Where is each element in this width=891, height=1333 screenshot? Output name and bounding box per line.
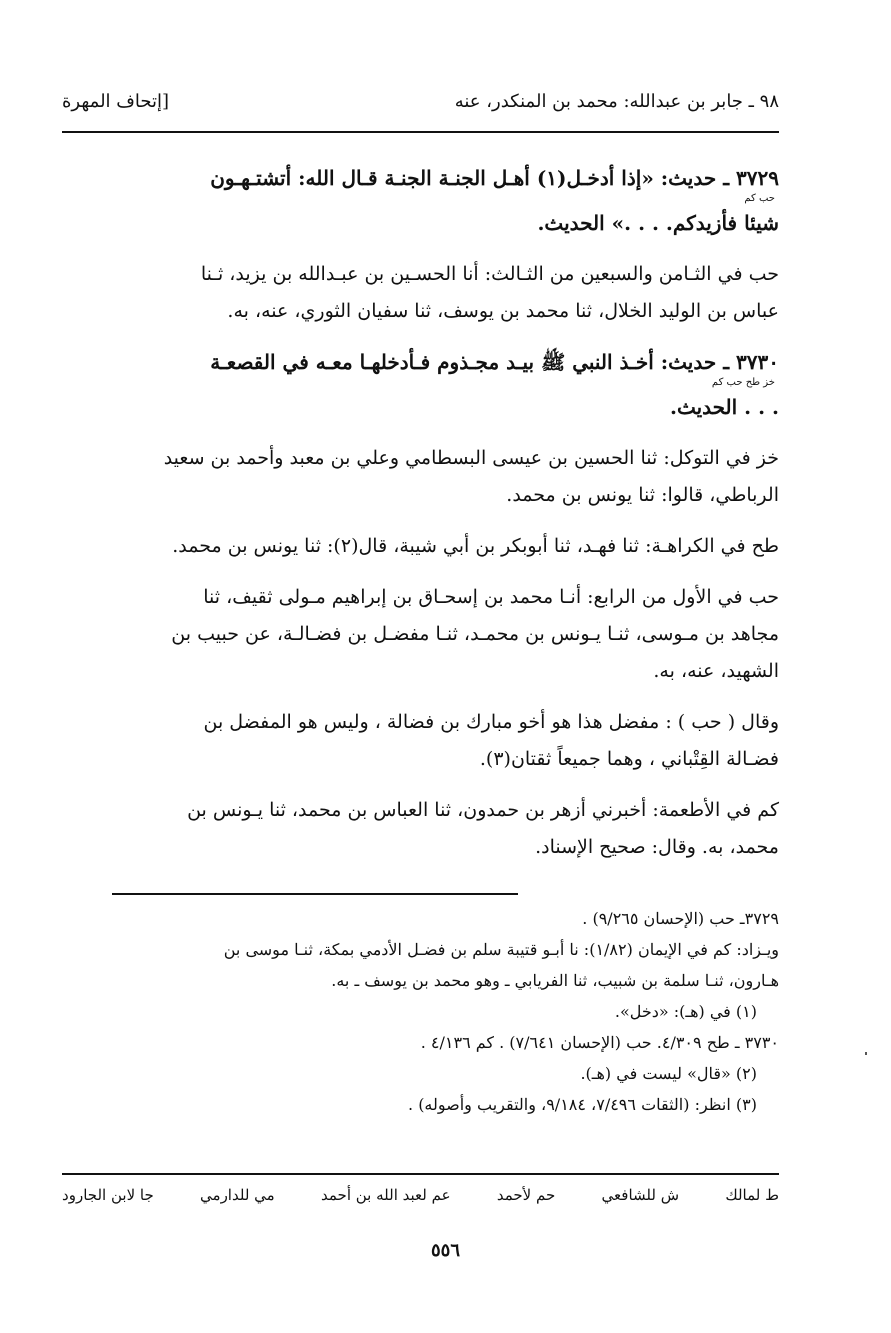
footnote-line: (٣) انظر: (الثقات ٧/٤٩٦، ٩/١٨٤، والتقريب وأصوله) . [408, 1095, 757, 1114]
hadith-3730-line: ٣٧٣٠ ـ حديث: أخـذ النبي ﷺ بيـد مجـذوم فـأدخلهـا معـه في القصعـة [210, 350, 779, 374]
footnote-divider [112, 893, 518, 895]
footnote-line: ٣٧٣٠ ـ طح ٤/٣٠٩. حب (الإحسان ٧/٦٤١) . كم ٤/١٣٦ . [420, 1033, 779, 1052]
hadith-3730-sources: خز طح حب كم [711, 377, 775, 388]
chapter-title: ٩٨ ـ جابر بن عبدالله: محمد بن المنكدر، عنه [454, 90, 779, 112]
footnotes [62, 903, 779, 1120]
footnote-line: هـارون، ثنـا سلمة بن شبيب، ثنا الفريابي ـ وهو محمد بن يوسف ـ به. [331, 971, 779, 990]
isnad-line: مجاهد بن مـوسى، ثنـا يـونس بن محمـد، ثنـا مفضـل بن فضـالـة، عن حبيب بن [171, 623, 779, 645]
isnad-line: حب في الأول من الرابع: أنـا محمد بن إسحـاق بن إبراهيم مـولى ثقيف، ثنا [203, 586, 779, 608]
header-divider [62, 131, 779, 133]
abbreviation-item: ط لمالك [725, 1186, 779, 1204]
main-text [62, 160, 779, 866]
hadith-3729-line: شيئا فأزيدكم. . . .» الحديث. [537, 211, 779, 235]
abbreviation-item: عم لعبد الله بن أحمد [321, 1186, 451, 1204]
commentary-line: فضـالة القِتْباني ، وهما جميعاً ثقتان(٣). [479, 748, 779, 770]
hadith-3729-line: ٣٧٢٩ ـ حديث: «إذا أدخـل(١) أهـل الجنـة الجنـة قـال الله: أتشتـهـون [210, 166, 779, 190]
book-title: [إتحاف المهرة [62, 90, 170, 112]
abbreviation-item: مي للدارمي [200, 1186, 275, 1204]
hadith-3730-line: . . . الحديث. [669, 395, 779, 419]
commentary-line: وقال ( حب ) : مفضل هذا هو أخو مبارك بن فضالة ، وليس هو المفضل بن [203, 711, 779, 733]
hadith-3729-sources: حب كم [744, 193, 775, 204]
running-header [62, 84, 779, 118]
abbreviation-item: ش للشافعي [601, 1186, 680, 1204]
abbreviation-item: حم لأحمد [496, 1186, 556, 1204]
scan-speck [865, 1052, 867, 1055]
isnad-line: عباس بن الوليد الخلال، ثنا محمد بن يوسف، ثنا سفيان الثوري، عنه، به. [227, 300, 779, 322]
footnote-line: ٣٧٢٩ـ حب (الإحسان ٩/٢٦٥) . [582, 909, 779, 928]
abbreviations-divider [62, 1173, 779, 1175]
isnad-line: محمد، به. وقال: صحيح الإسناد. [535, 836, 779, 858]
footnote-line: ويـزاد: كم في الإيمان (١/٨٢): نا أبـو قتيبة سلم بن فضـل الأدمي بمكة، ثنـا موسى بن [223, 940, 779, 959]
footnote-line: (٢) «قال» ليست في (هـ). [580, 1064, 757, 1083]
isnad-line: الرباطي، قالوا: ثنا يونس بن محمد. [506, 484, 779, 506]
isnad-line: كم في الأطعمة: أخبرني أزهر بن حمدون، ثنا العباس بن محمد، ثنا يـونس بن [187, 799, 779, 821]
footnote-line: (١) في (هـ): «دخل». [614, 1002, 757, 1021]
abbreviations-key [62, 1186, 779, 1204]
page-number: ٥٥٦ [430, 1240, 460, 1261]
abbreviation-item: جا لابن الجارود [62, 1186, 154, 1204]
isnad-line: خز في التوكل: ثنا الحسين بن عيسى البسطامي وعلي بن معبد وأحمد بن سعيد [163, 447, 779, 469]
isnad-line: طح في الكراهـة: ثنا فهـد، ثنا أبوبكر بن أبي شيبة، قال(٢): ثنا يونس بن محمد. [172, 535, 779, 557]
isnad-line: الشهيد، عنه، به. [653, 660, 779, 682]
isnad-line: حب في الثـامن والسبعين من الثـالث: أنا الحسـين بن عبـدالله بن يزيد، ثـنا [200, 263, 779, 285]
